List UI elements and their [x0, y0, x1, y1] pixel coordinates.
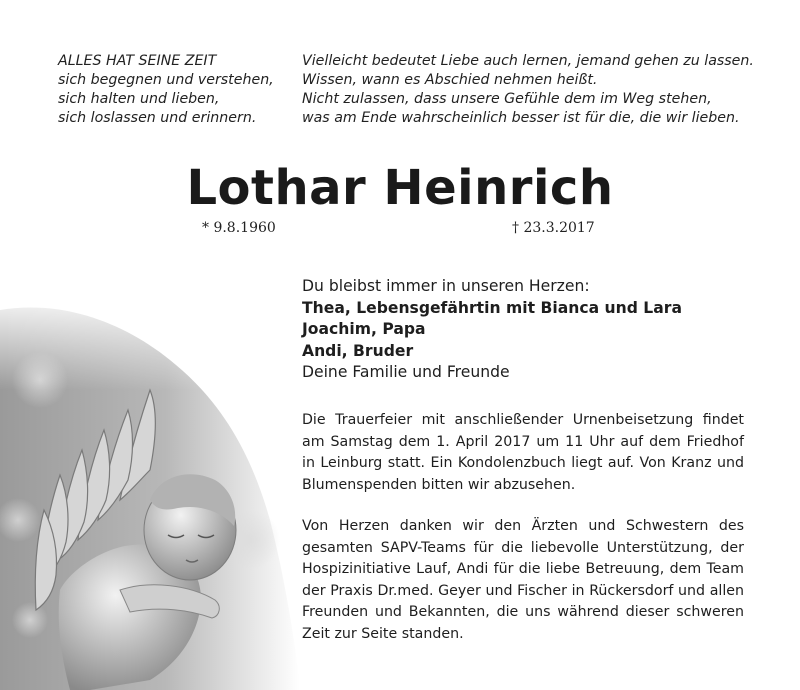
poem-left	[58, 52, 274, 128]
poem-line: ALLES HAT SEINE ZEIT	[58, 53, 217, 69]
poem-line: sich halten und lieben,	[58, 91, 220, 107]
funeral-info-paragraph: Die Trauerfeier mit anschließender Urnenbeisetzung findet am Samstag dem 1. April 2017 um 11 Uhr auf dem Friedhof in Leinburg statt. Ein Kondolenzbuch liegt auf. Von Kranz und Blumenspenden bitten wir abzusehen.	[302, 412, 744, 493]
thanks-paragraph: Von Herzen danken wir den Ärzten und Schwestern des gesamten SAPV-Teams für die liebevolle Unterstützung, der Hospizinitiative Lauf, Andi für die liebe Betreuung, dem Team der Praxis Dr.med. Geyer und Fischer in Rückersdorf und allen Freunden und Bekannten, die uns während dieser schweren Zeit zur Seite standen.	[302, 518, 744, 642]
birth-date: * 9.8.1960	[202, 220, 276, 236]
poem-line: Nicht zulassen, dass unsere Gefühle dem im Weg stehen,	[302, 91, 712, 107]
mourner-name: Andi, Bruder	[302, 341, 414, 360]
deceased-name: Lothar Heinrich	[186, 160, 614, 216]
death-date: † 23.3.2017	[512, 220, 595, 236]
poem-right	[302, 52, 754, 128]
poem-line: sich begegnen und verstehen,	[58, 72, 274, 88]
poem-line: Vielleicht bedeutet Liebe auch lernen, jemand gehen zu lassen.	[302, 53, 754, 69]
poem-line: was am Ende wahrscheinlich besser ist für die, die wir lieben.	[302, 110, 740, 126]
mourners-block	[302, 276, 682, 384]
poem-line: Wissen, wann es Abschied nehmen heißt.	[302, 72, 598, 88]
mourners-outro: Deine Familie und Freunde	[302, 363, 510, 381]
mourner-name: Joachim, Papa	[302, 320, 426, 338]
poem-line: sich loslassen und erinnern.	[58, 110, 257, 126]
angel-image	[0, 290, 300, 690]
mourner-name: Thea, Lebensgefährtin mit Bianca und Lara	[302, 298, 682, 317]
mourners-intro: Du bleibst immer in unseren Herzen:	[302, 277, 590, 295]
